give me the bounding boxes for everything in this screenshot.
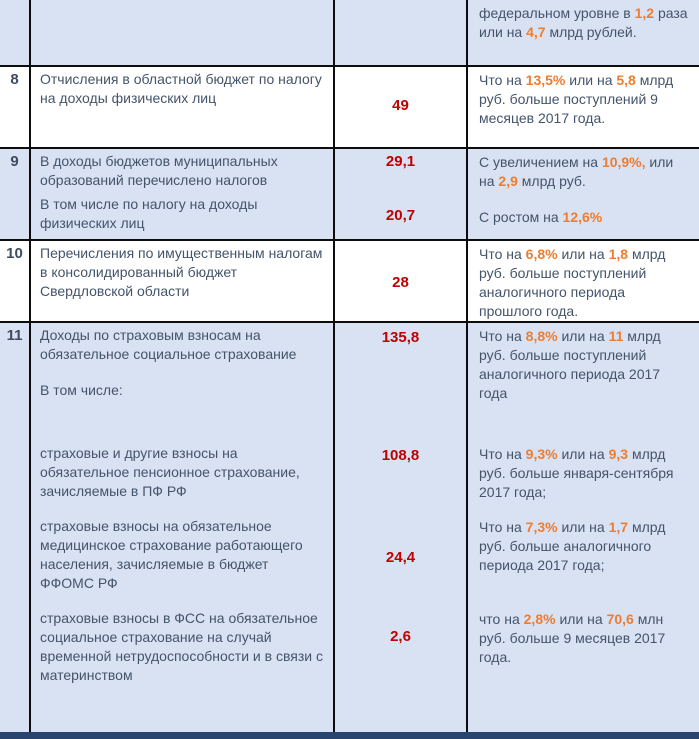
comment-text: федеральном уровне в (479, 5, 635, 21)
highlight-number: 2,9 (498, 173, 518, 189)
table-row (0, 239, 699, 321)
comment-cell (466, 323, 699, 441)
description-cell (31, 67, 333, 147)
table-row (0, 0, 699, 65)
highlight-number: 70,6 (606, 611, 634, 627)
highlight-number: 1,7 (608, 519, 629, 535)
value-cell (333, 323, 466, 441)
comment-cell (466, 606, 699, 732)
description-text: В доходы бюджетов муниципальных образований перечислено налогов (40, 153, 278, 188)
row-number-cell: 9 (0, 149, 31, 239)
comment-text: Что на (479, 328, 526, 344)
description-text: страховые взносы на обязательное медицинское страхование работающего населения, зачисляемые в бюджет ФФОМС РФ (40, 518, 303, 591)
comment-text: млрд руб. (517, 173, 586, 189)
comment-text: или на (555, 611, 607, 627)
highlight-number: 10,9%, (601, 154, 646, 170)
row-block (31, 192, 699, 239)
description-cell (31, 0, 333, 65)
value-number: 24,4 (385, 549, 416, 566)
value-number: 28 (392, 274, 409, 291)
comment-text: млрд руб. больше января-сентября 2017 года; (479, 446, 674, 500)
comment-cell (466, 241, 699, 321)
table-row (0, 147, 699, 239)
highlight-number: 1,8 (608, 246, 629, 262)
highlight-number: 7,3% (525, 519, 558, 535)
comment-text: что на (479, 611, 524, 627)
row-block (31, 606, 699, 732)
comment-text: или на (557, 446, 609, 462)
comment-text: или на (557, 328, 609, 344)
comment-text: или на (557, 519, 609, 535)
comment-cell (466, 441, 699, 514)
value-cell (333, 241, 466, 321)
description-cell (31, 514, 333, 606)
row-content (31, 323, 699, 732)
value-number: 29,1 (385, 153, 416, 170)
description-cell (31, 241, 333, 321)
highlight-number: 12,6% (562, 209, 603, 225)
row-content (31, 67, 699, 147)
comment-cell (466, 67, 699, 147)
comment-cell (466, 149, 699, 192)
row-block (31, 514, 699, 606)
description-text: Перечисления по имущественным налогам в консолидированный бюджет Свердловской области (40, 245, 323, 299)
comment-text: млрд руб. больше поступлений 9 месяцев 2017 года. (479, 72, 674, 126)
comment-text: или на (565, 72, 617, 88)
comment-text: млн руб. больше 9 месяцев 2017 года. (479, 611, 666, 665)
description-text: В том числе: (40, 382, 123, 398)
value-cell (333, 192, 466, 239)
comment-cell (466, 514, 699, 606)
row-number-cell (0, 0, 31, 65)
comment-text: С ростом на (479, 209, 563, 225)
description-cell (31, 441, 333, 514)
value-number: 108,8 (381, 447, 420, 464)
value-number: 20,7 (385, 207, 416, 224)
highlight-number: 1,2 (634, 5, 655, 21)
highlight-number: 11 (608, 328, 624, 344)
value-number: 2,6 (390, 628, 411, 645)
table-row (0, 65, 699, 147)
comment-text: Что на (479, 246, 526, 262)
row-block (31, 241, 699, 321)
description-text: страховые взносы в ФСС на обязательное социальное страхование на случай временной нетрудоспособности и в связи с материнством (40, 610, 323, 683)
highlight-number: 9,3% (525, 446, 558, 462)
row-number-cell: 10 (0, 241, 31, 321)
comment-cell (466, 192, 699, 239)
highlight-number: 8,8% (525, 328, 558, 344)
row-block (31, 67, 699, 147)
row-content (31, 241, 699, 321)
description-text: Отчисления в областной бюджет по налогу на доходы физических лиц (40, 71, 322, 106)
value-number: 49 (392, 97, 409, 114)
comment-text: млрд рублей. (545, 24, 637, 40)
comment-text: раза или на (479, 5, 688, 40)
row-block (31, 441, 699, 514)
row-block (31, 0, 699, 65)
description-cell (31, 323, 333, 441)
row-number-cell: 8 (0, 67, 31, 147)
value-cell (333, 514, 466, 606)
row-content (31, 149, 699, 239)
description-cell (31, 606, 333, 732)
comment-text: млрд руб. больше аналогичного периода 2017 года; (479, 519, 666, 573)
comment-text: С увеличением на (479, 154, 602, 170)
value-cell (333, 149, 466, 192)
description-text: страховые и другие взносы на обязательное пенсионное страхование, зачисляемые в ПФ РФ (40, 445, 300, 499)
value-number: 135,8 (381, 329, 420, 346)
highlight-number: 9,3 (608, 446, 629, 462)
highlight-number: 6,8% (525, 246, 558, 262)
highlight-number: 5,8 (616, 72, 636, 88)
row-number-cell: 11 (0, 323, 31, 732)
row-block (31, 149, 699, 192)
row-content (31, 0, 699, 65)
value-cell (333, 606, 466, 732)
description-text: Доходы по страховым взносам на обязательное социальное страхование (40, 327, 297, 362)
comment-text: млрд руб. больше поступлений аналогичного периода 2017 года (479, 328, 661, 401)
comment-text: Что на (479, 72, 526, 88)
value-cell (333, 0, 466, 65)
description-text: В том числе по налогу на доходы физических лиц (40, 196, 258, 231)
description-cell (31, 192, 333, 239)
comment-text: Что на (479, 519, 526, 535)
comment-text: или на (557, 246, 609, 262)
comment-text: млрд руб. больше поступлений аналогичного периода прошлого года. (479, 246, 666, 319)
comment-text: Что на (479, 446, 526, 462)
highlight-number: 4,7 (526, 24, 546, 40)
row-block (31, 323, 699, 441)
table-bottom-border (0, 732, 699, 739)
value-cell (333, 67, 466, 147)
description-cell (31, 149, 333, 192)
table-row (0, 321, 699, 732)
highlight-number: 13,5% (525, 72, 566, 88)
comment-cell (466, 0, 699, 65)
comment-text: или на (479, 154, 674, 189)
highlight-number: 2,8% (523, 611, 556, 627)
value-cell (333, 441, 466, 514)
